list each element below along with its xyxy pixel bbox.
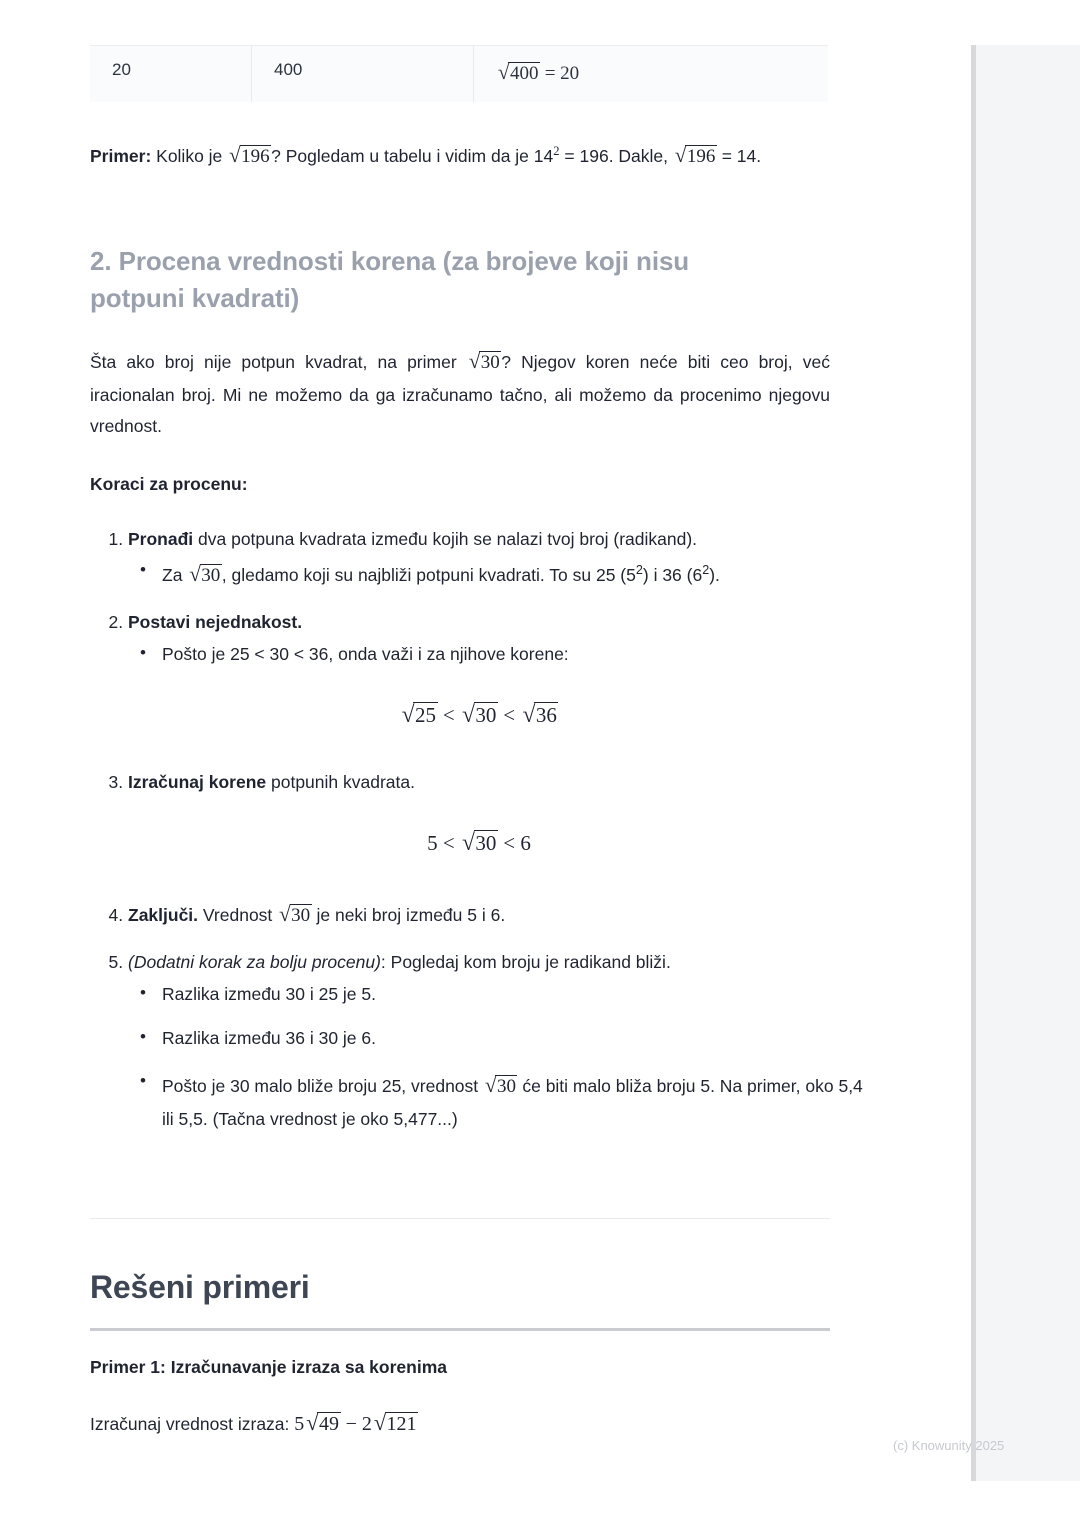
root-result: = 20 xyxy=(539,63,580,84)
steps-title: Koraci za procenu: xyxy=(90,474,248,494)
primer-text-mid: ? Pogledam u tabelu i vidim da je 14 xyxy=(271,146,554,166)
step-3-rest: potpunih kvadrata. xyxy=(266,772,415,793)
radicand: 30 xyxy=(201,565,221,587)
math-sqrt-30-s1: √30 xyxy=(189,562,221,587)
step-4-after-root: je neki broj između 5 i 6. xyxy=(311,904,506,925)
step-5 xyxy=(128,947,868,1134)
primer-paragraph xyxy=(90,137,830,174)
math-expression-5sqrt49-minus-2sqrt121: 5√49 − 2√121 xyxy=(294,1410,417,1435)
exponent-5-squared: 2 xyxy=(635,563,643,578)
math-sqrt-400: √400 = 20 xyxy=(497,60,580,84)
eq-right: < 6 xyxy=(498,831,531,856)
operator-minus-coef: − 2 xyxy=(340,1413,372,1435)
sub-mid: ) i 36 (6 xyxy=(642,565,703,586)
example-1-title: Primer 1: Izračunavanje izraza sa korenima xyxy=(90,1357,447,1377)
prompt-label: Izračunaj vrednost izraza: xyxy=(90,1414,295,1434)
eq-op-2: < xyxy=(498,702,521,727)
radicand: 196 xyxy=(686,146,716,167)
example-1-prompt xyxy=(90,1410,418,1437)
radicand: 400 xyxy=(509,63,539,84)
eq-left: 5 < xyxy=(427,831,460,856)
equation-numeric-bounds: 5 < √30 < 6 xyxy=(427,830,531,857)
solved-examples-heading: Rešeni primeri xyxy=(90,1269,310,1305)
step-2-sublist xyxy=(128,639,868,669)
table-cell-number: 20 xyxy=(112,60,131,79)
step-5-rest: : Pogledaj kom broju je radikand bliži. xyxy=(380,951,671,972)
primer-text-before: Koliko je xyxy=(151,146,228,166)
list-item: • Pošto je 25 < 30 < 36, onda važi i za njihove korene: xyxy=(162,639,868,669)
primer-label: Primer: xyxy=(90,146,152,166)
step-1-rest: dva potpuna kvadrata između kojih se nalazi tvoj broj (radikand). xyxy=(193,529,698,549)
radicand: 121 xyxy=(386,1413,417,1435)
section-heading: 2. Procena vrednosti korena (za brojeve koji nisu potpuni kvadrati) xyxy=(90,246,690,313)
intro-paragraph xyxy=(90,343,830,441)
equation-sqrt-inequality: √25 < √30 < √36 xyxy=(401,701,557,728)
radicand: 30 xyxy=(291,904,311,926)
sub-tail: ). xyxy=(709,565,720,586)
radicand: 30 xyxy=(480,352,500,373)
radicand: 30 xyxy=(475,702,497,727)
table-row xyxy=(90,46,828,102)
intro-after-root: ? Njegov koren neće biti ceo broj, već iracionalan broj. Mi ne možemo da ga izračunamo tačno, ali možemo da procenimo njegovu vrednost. xyxy=(90,352,830,436)
eq-op-1: < xyxy=(437,702,460,727)
math-sqrt-30-s4: √30 xyxy=(279,901,311,926)
math-sqrt-196-a: √196 xyxy=(229,143,270,167)
radicand: 30 xyxy=(496,1075,516,1097)
step-5-italic: (Dodatni korak za bolju procenu) xyxy=(128,951,381,972)
step-3 xyxy=(128,767,868,890)
math-sqrt-196-b: √196 xyxy=(674,143,716,167)
squares-table xyxy=(90,45,828,102)
primer-text-end: = 14. xyxy=(716,146,762,166)
list-item xyxy=(162,556,868,593)
table-cell-root xyxy=(473,46,828,102)
heading-underline xyxy=(90,1328,830,1331)
step-4-bold: Zaključi. xyxy=(128,904,199,925)
watermark: (c) Knowunity 2025 xyxy=(893,1438,1005,1453)
intro-before-root: Šta ako broj nije potpun kvadrat, na primer xyxy=(90,352,467,372)
radicand: 49 xyxy=(318,1413,339,1435)
radicand: 25 xyxy=(414,702,436,727)
step-2-bold: Postavi nejednakost. xyxy=(128,611,303,632)
exponent-6-squared: 2 xyxy=(702,563,710,578)
math-sqrt-30-intro: √30 xyxy=(468,349,500,373)
sub3-after-root: će biti malo bliža broju 5. Na primer, oko 5,4 ili 5,5. (Tačna vrednost je oko 5,477...) xyxy=(162,1075,863,1129)
radicand: 196 xyxy=(241,146,270,167)
primer-text-after: = 196. Dakle, xyxy=(559,146,673,166)
step-1-sublist xyxy=(128,556,868,593)
list-item: • Razlika između 30 i 25 je 5. xyxy=(162,979,868,1009)
step-3-bold: Izračunaj korene xyxy=(128,772,267,793)
radicand: 30 xyxy=(475,831,497,856)
section-divider xyxy=(90,1218,830,1219)
exponent-2: 2 xyxy=(553,144,560,159)
step-2 xyxy=(128,607,868,762)
math-sqrt-30-s5: √30 xyxy=(484,1072,516,1097)
sub3-before-root: Pošto je 30 malo bliže broju 25, vrednost xyxy=(162,1075,484,1096)
step-1 xyxy=(128,524,868,593)
step-4 xyxy=(128,896,868,933)
sub-after-root: , gledamo koji su najbliži potpuni kvadrati. To su 25 (5 xyxy=(221,565,636,586)
steps-list xyxy=(90,524,868,1148)
sub-before-root: Za xyxy=(162,565,188,586)
step-5-sublist xyxy=(128,979,868,1134)
list-item xyxy=(162,1067,868,1134)
right-side-panel xyxy=(976,45,1080,1481)
coef-1: 5 xyxy=(294,1413,305,1435)
table-cell-square: 400 xyxy=(251,46,473,102)
step-4-before-root: Vrednost xyxy=(198,904,278,925)
step-1-bold: Pronađi xyxy=(128,529,194,549)
list-item: • Razlika između 36 i 30 je 6. xyxy=(162,1023,868,1053)
radicand: 36 xyxy=(535,702,557,727)
